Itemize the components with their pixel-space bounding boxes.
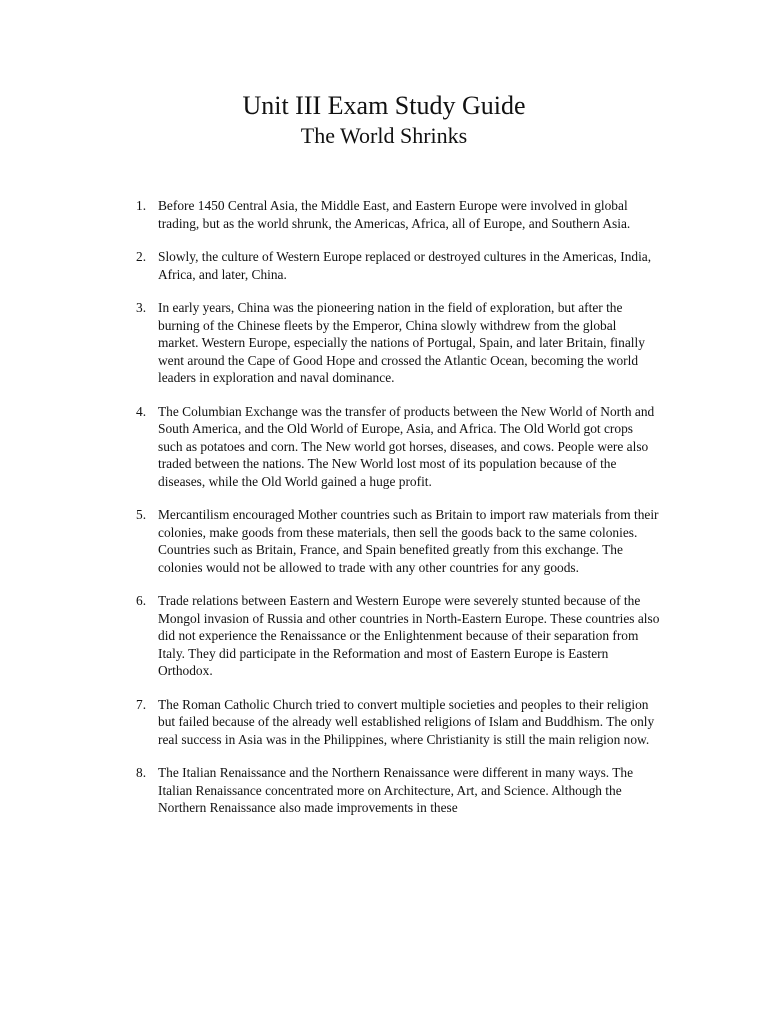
document-title: Unit III Exam Study Guide	[242, 91, 526, 120]
item-number: 4.	[136, 403, 147, 419]
item-text: Slowly, the culture of Western Europe replaced or destroyed cultures in the Americas, India, Africa, and later, China.	[158, 249, 652, 282]
study-guide-list	[130, 197, 660, 833]
item-number: 7.	[136, 696, 147, 712]
list-item-6	[130, 592, 660, 680]
list-item-3	[130, 299, 660, 387]
item-text: The Columbian Exchange was the transfer of products between the New World of North and South America, and the Old World of Europe, Asia, and Africa. The Old World got crops such as potatoes and corn. The New world got horses, diseases, and cows. People were also traded between the nations. The New World lost most of its population because of the diseases, while the Old World gained a huge profit.	[158, 403, 655, 489]
item-number: 8.	[136, 765, 147, 780]
item-text: Mercantilism encouraged Mother countries such as Britain to import raw materials from their colonies, make goods from these materials, then sell the goods back to the same colonies. Countries such as Britain, France, and Spain benefited greatly from this exchange. The colonies would not be allowed to trade with any other countries for any goods.	[158, 507, 659, 575]
list-item-4	[130, 403, 660, 491]
item-text: Trade relations between Eastern and Western Europe were severely stunted because of the Mongol invasion of Russia and other countries in North-Eastern Europe. These countries also did not experience the Renaissance or the Enlightenment because of their separation from Italy. They did participate in the Reformation and most of Eastern Europe is Eastern Orthodox.	[158, 593, 660, 678]
document-subtitle: The World Shrinks	[300, 123, 468, 148]
list-item-7	[130, 696, 660, 749]
item-text: The Roman Catholic Church tried to convert multiple societies and peoples to their religion but failed because of the already well established religions of Islam and Buddhism. The only real success in Asia was in the Philippines, where Christianity is still the main religion now.	[158, 696, 655, 747]
item-number: 3.	[136, 300, 147, 315]
item-text: The Italian Renaissance and the Northern Renaissance were different in many ways. The Italian Renaissance concentrated more on Architecture, Art, and Science. Although the Northern Renaissance also made improvements in these	[158, 765, 634, 815]
item-number: 2.	[136, 249, 147, 264]
list-item-8	[130, 764, 660, 817]
item-text: Before 1450 Central Asia, the Middle East, and Eastern Europe were involved in global trading, but as the world shrunk, the Americas, Africa, all of Europe, and Southern Asia.	[158, 198, 631, 231]
item-number: 5.	[136, 507, 147, 522]
item-text: In early years, China was the pioneering nation in the field of exploration, but after the burning of the Chinese fleets by the Emperor, China slowly withdrew from the global market. Western Europe, especially the nations of Portugal, Spain, and later Britain, finally went around the Cape of Good Hope and crossed the Atlantic Ocean, becoming the world leaders in exploration and naval dominance.	[158, 300, 645, 385]
list-item-1	[130, 197, 660, 232]
item-number: 1.	[136, 198, 147, 213]
item-number: 6.	[136, 593, 147, 608]
title-block	[0, 90, 768, 150]
list-item-5	[130, 506, 660, 576]
list-item-2	[130, 248, 660, 283]
